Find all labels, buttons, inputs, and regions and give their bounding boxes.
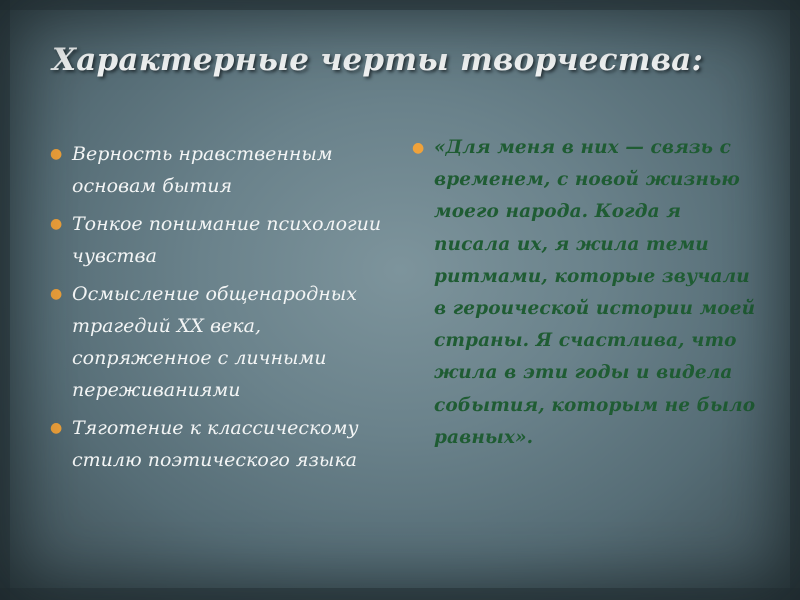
list-item-text: Тяготение к классическому стилю поэтического языка [72, 417, 359, 471]
bullet-icon: ● [50, 146, 63, 162]
frame-edge-top [0, 0, 800, 10]
bullet-icon: ● [50, 286, 63, 302]
list-item-text: Тонкое понимание психологии чувства [72, 213, 382, 267]
quote-text: «Для меня в них — связь с временем, с новой жизнью моего народа. Когда я писала их, я жила теми ритмами, которые звучали в героической истории моей страны. Я счастлива, что жила в эти годы и видела события, которым не было равных». [434, 137, 756, 448]
list-item [48, 278, 393, 406]
bullet-icon: ● [50, 420, 63, 436]
quote-item [410, 132, 760, 454]
list-item [48, 412, 393, 476]
bullet-icon: ● [50, 216, 63, 232]
frame-edge-bottom [0, 588, 800, 600]
quote-list [410, 132, 760, 460]
list-item [48, 208, 393, 272]
list-item-text: Верность нравственным основам бытия [72, 143, 333, 197]
slide-title: Характерные черты творчества: [52, 42, 704, 78]
frame-edge-right [790, 0, 800, 600]
bullet-icon: ● [412, 140, 425, 156]
features-list [48, 138, 393, 482]
list-item-text: Осмысление общенародных трагедий XX века, сопряженное с личными переживаниями [72, 283, 357, 401]
frame-edge-left [0, 0, 10, 600]
list-item [48, 138, 393, 202]
